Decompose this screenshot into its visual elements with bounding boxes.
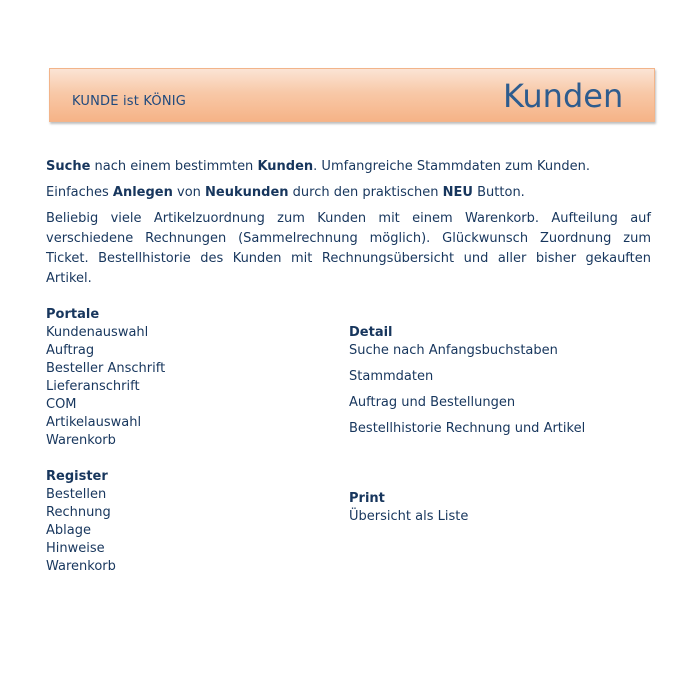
intro-paragraph-search: Suche nach einem bestimmten Kunden. Umfangreiche Stammdaten zum Kunden. [46,159,590,174]
detail-item: Stammdaten [349,369,434,384]
register-title: Register [46,469,108,484]
keyword-kunden: Kunden [257,159,314,174]
header-banner [49,68,655,122]
portale-title: Portale [46,307,100,322]
portale-section [46,306,306,450]
right-column [349,324,649,526]
register-item: Hinweise [46,541,105,556]
portale-item: Kundenauswahl [46,325,149,340]
detail-title: Detail [349,325,393,340]
section-spacer [46,450,306,468]
register-item: Bestellen [46,487,107,502]
portale-item: Artikelauswahl [46,415,142,430]
portale-item: Warenkorb [46,433,116,448]
detail-item: Suche nach Anfangsbuchstaben [349,343,558,358]
portale-item: Besteller Anschrift [46,361,166,376]
print-item: Übersicht als Liste [349,509,469,524]
detail-section [349,324,649,446]
header-tagline: KUNDE ist KÖNIG [72,94,187,109]
intro-paragraph-create: Einfaches Anlegen von Neukunden durch den praktischen NEU Button. [46,185,525,200]
keyword-neukunden: Neukunden [205,185,289,200]
keyword-suche: Suche [46,159,91,174]
register-section [46,468,306,576]
portale-item: Auftrag [46,343,95,358]
page-title: Kunden [503,77,624,115]
register-item: Rechnung [46,505,111,520]
print-title: Print [349,491,385,506]
keyword-neu: NEU [442,185,473,200]
keyword-anlegen: Anlegen [112,185,173,200]
detail-item: Auftrag und Bestellungen [349,395,516,410]
portale-item: Lieferanschrift [46,379,140,394]
intro-text [46,157,651,295]
register-item: Ablage [46,523,91,538]
print-section [349,490,649,526]
portale-item: COM [46,397,77,412]
detail-item: Bestellhistorie Rechnung und Artikel [349,421,586,436]
left-column [46,306,306,576]
register-item: Warenkorb [46,559,116,574]
intro-paragraph-details: Beliebig viele Artikelzuordnung zum Kunden mit einem Warenkorb. Aufteilung auf verschiedene Rechnungen (Sammelrechnung möglich). Glückwunsch Zuordnung zum Ticket. Bestellhistorie des Kunden mit Rechnungsübersicht und aller bisher gekauften Artikel. [46,211,651,286]
